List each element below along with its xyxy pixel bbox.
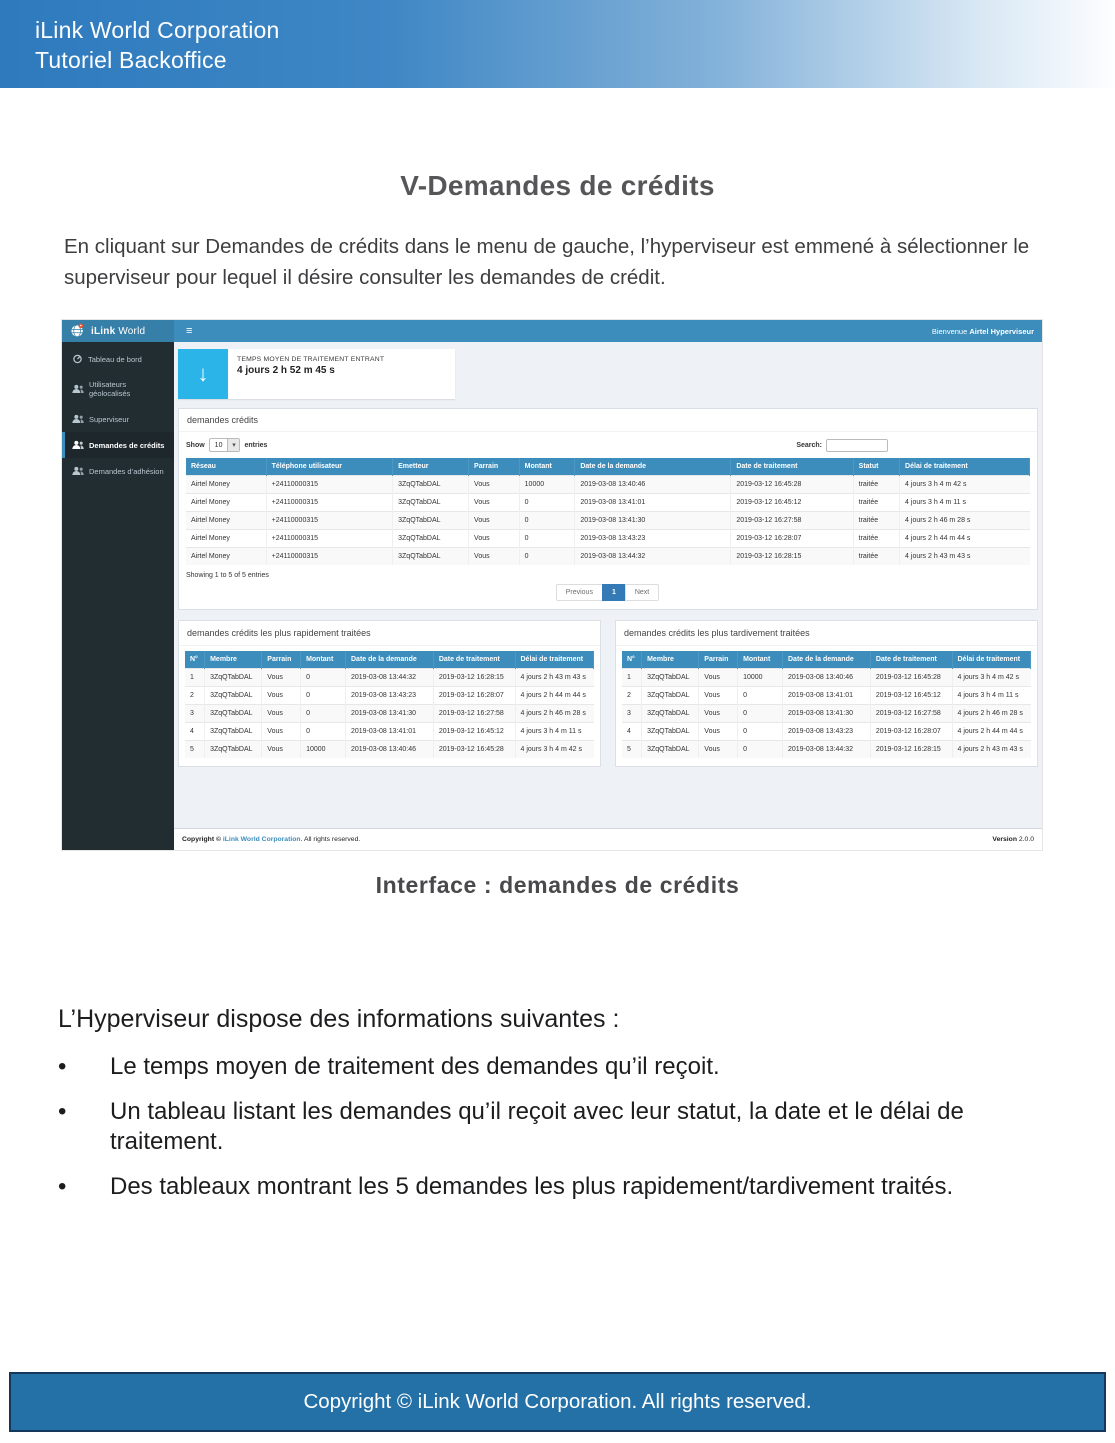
list-item: • Des tableaux montrant les 5 demandes les plus rapidement/tardivement traités. [58, 1173, 954, 1200]
table-cell: 2019-03-12 16:28:07 [731, 530, 853, 548]
bullet-icon: • [58, 1053, 67, 1080]
table-cell: 0 [301, 723, 346, 741]
table-cell: Vous [699, 741, 738, 759]
column-header[interactable]: Date de la demande [575, 458, 731, 476]
sidebar-item-utilisateurs-geolocalises[interactable]: Utilisateurs géolocalisés [62, 372, 174, 406]
footer-copyright: Copyright © iLink World Corporation. All rights reserved. [303, 1390, 812, 1413]
column-header[interactable]: Parrain [262, 651, 301, 669]
table-cell: 3ZqQTabDAL [393, 530, 469, 548]
average-processing-time-infobox [178, 349, 455, 399]
table-cell: 2019-03-08 13:41:01 [346, 723, 434, 741]
column-header[interactable]: Date de traitement [433, 651, 515, 669]
document-footer [9, 1372, 1106, 1432]
information-heading: L’Hyperviseur dispose des informations suivantes : [58, 1005, 620, 1033]
column-header[interactable]: Montant [519, 458, 575, 476]
table-cell: 4 [185, 723, 205, 741]
table-cell: 2019-03-08 13:41:30 [575, 512, 731, 530]
table-cell: 0 [301, 669, 346, 687]
next-page-button[interactable]: Next [625, 584, 659, 601]
table-cell: 2019-03-08 13:43:23 [783, 723, 871, 741]
table-row [622, 741, 1031, 759]
table-cell: 2019-03-08 13:40:46 [575, 476, 731, 494]
table-cell: 2019-03-08 13:44:32 [346, 669, 434, 687]
table-row [185, 741, 594, 759]
table-cell: 3 [185, 705, 205, 723]
page-size-select[interactable]: 10 ▾ [209, 438, 241, 452]
table-cell: 2019-03-08 13:40:46 [783, 669, 871, 687]
credit-requests-table [186, 458, 1030, 565]
table-cell: traitée [853, 530, 899, 548]
table-cell: 2019-03-12 16:45:28 [870, 669, 952, 687]
table-cell: 3ZqQTabDAL [205, 741, 262, 759]
table-cell: Airtel Money [186, 548, 266, 566]
column-header[interactable]: Date de traitement [870, 651, 952, 669]
table-cell: 2019-03-12 16:27:58 [870, 705, 952, 723]
table-cell: traitée [853, 512, 899, 530]
table-cell: 3ZqQTabDAL [205, 669, 262, 687]
table-row [622, 669, 1031, 687]
table-row [186, 494, 1030, 512]
table-row [185, 669, 594, 687]
table-cell: 1 [622, 669, 642, 687]
app-navbar [174, 320, 1042, 342]
table-row [186, 512, 1030, 530]
table-cell: 2019-03-12 16:45:12 [433, 723, 515, 741]
app-footer [174, 828, 1042, 850]
table-cell: 3ZqQTabDAL [642, 687, 699, 705]
sidebar-item-superviseur[interactable]: Superviseur [62, 406, 174, 432]
credit-requests-panel [178, 408, 1038, 610]
table-cell: Vous [469, 548, 520, 566]
table-cell: 4 jours 2 h 43 m 43 s [515, 669, 594, 687]
users-icon [72, 414, 84, 424]
table-cell: 3ZqQTabDAL [642, 741, 699, 759]
document-header [0, 0, 1115, 88]
pagination [186, 584, 1030, 601]
globe-icon [70, 323, 85, 340]
table-cell: 2019-03-08 13:41:01 [575, 494, 731, 512]
table-cell: +24110000315 [266, 512, 393, 530]
table-cell: 3ZqQTabDAL [205, 705, 262, 723]
app-content [174, 342, 1042, 828]
table-cell: Vous [262, 705, 301, 723]
panel-title: demandes crédits les plus tardivement traitées [616, 621, 1037, 646]
column-header[interactable]: Téléphone utilisateur [266, 458, 393, 476]
table-cell: 5 [622, 741, 642, 759]
table-cell: 10000 [519, 476, 575, 494]
chevron-down-icon: ▾ [227, 439, 239, 451]
table-cell: traitée [853, 494, 899, 512]
app-top-bar [62, 320, 1042, 342]
users-icon [72, 440, 84, 450]
table-cell: 4 jours 3 h 4 m 42 s [900, 476, 1030, 494]
table-summary: Showing 1 to 5 of 5 entries [186, 572, 269, 579]
table-cell: 10000 [301, 741, 346, 759]
table-cell: 2019-03-08 13:41:30 [346, 705, 434, 723]
app-copyright: Copyright © iLink World Corporation. All rights reserved. [182, 836, 361, 843]
table-cell: Vous [699, 723, 738, 741]
column-header[interactable]: Membre [205, 651, 262, 669]
entries-length-control: Show 10 ▾ entries [186, 438, 267, 452]
table-cell: 4 jours 2 h 46 m 28 s [952, 705, 1031, 723]
information-section [58, 1005, 1058, 1217]
table-cell: 4 jours 2 h 43 m 43 s [900, 548, 1030, 566]
table-cell: 0 [519, 512, 575, 530]
table-cell: 2019-03-08 13:44:32 [575, 548, 731, 566]
table-cell: 2 [622, 687, 642, 705]
table-cell: 4 jours 3 h 4 m 11 s [952, 687, 1031, 705]
table-cell: 4 jours 2 h 46 m 28 s [900, 512, 1030, 530]
table-cell: Vous [469, 512, 520, 530]
table-cell: 0 [738, 705, 783, 723]
table-cell: 2019-03-12 16:45:12 [731, 494, 853, 512]
previous-page-button[interactable]: Previous [556, 584, 603, 601]
table-cell: 2019-03-08 13:41:30 [783, 705, 871, 723]
column-header[interactable]: Date de la demande [346, 651, 434, 669]
table-cell: 2019-03-12 16:28:07 [870, 723, 952, 741]
infobox-value: 4 jours 2 h 52 m 45 s [237, 365, 335, 376]
table-cell: 4 [622, 723, 642, 741]
table-cell: 10000 [738, 669, 783, 687]
table-cell: 0 [738, 741, 783, 759]
table-cell: 4 jours 3 h 4 m 42 s [515, 741, 594, 759]
column-header[interactable]: Réseau [186, 458, 266, 476]
table-cell: 3ZqQTabDAL [393, 476, 469, 494]
sidebar-item-tableau-de-bord[interactable]: Tableau de bord [62, 346, 174, 372]
table-cell: Vous [469, 476, 520, 494]
table-cell: 2019-03-08 13:41:01 [783, 687, 871, 705]
sidebar [62, 342, 174, 850]
table-cell: 2019-03-12 16:28:15 [731, 548, 853, 566]
table-cell: 2019-03-12 16:45:28 [433, 741, 515, 759]
column-header[interactable]: Montant [738, 651, 783, 669]
table-cell: 4 jours 3 h 4 m 11 s [515, 723, 594, 741]
table-cell: 3ZqQTabDAL [205, 687, 262, 705]
table-cell: 3ZqQTabDAL [642, 669, 699, 687]
table-cell: 3ZqQTabDAL [642, 723, 699, 741]
table-cell: Vous [469, 530, 520, 548]
table-cell: 4 jours 2 h 43 m 43 s [952, 741, 1031, 759]
table-cell: 2019-03-12 16:45:12 [870, 687, 952, 705]
table-cell: Vous [262, 669, 301, 687]
footer-brand-link[interactable]: iLink World Corporation [222, 836, 301, 843]
page-1-button[interactable]: 1 [602, 584, 626, 601]
table-cell: Airtel Money [186, 512, 266, 530]
fastest-processed-panel [178, 620, 601, 767]
table-cell: traitée [853, 548, 899, 566]
column-header[interactable]: Parrain [699, 651, 738, 669]
users-icon [72, 384, 84, 394]
app-version: Version 2.0.0 [992, 836, 1034, 843]
document-subtitle: Tutoriel Backoffice [35, 47, 227, 73]
table-cell: 0 [519, 494, 575, 512]
table-cell: +24110000315 [266, 530, 393, 548]
table-cell: 2019-03-12 16:27:58 [433, 705, 515, 723]
table-cell: 4 jours 3 h 4 m 11 s [900, 494, 1030, 512]
column-header[interactable]: Délai de traitement [900, 458, 1030, 476]
table-cell: 1 [185, 669, 205, 687]
sidebar-item-demandes-adhesion[interactable]: Demandes d’adhésion [62, 458, 174, 484]
table-row [186, 530, 1030, 548]
search-label: Search: [796, 441, 822, 449]
table-cell: 2019-03-08 13:40:46 [346, 741, 434, 759]
bullet-icon: • [58, 1173, 67, 1200]
table-cell: Vous [262, 687, 301, 705]
list-item: • Un tableau listant les demandes qu’il reçoit avec leur statut, la date et le délai de traitement. [58, 1098, 964, 1155]
table-cell: 3ZqQTabDAL [205, 723, 262, 741]
dashboard-icon [72, 354, 83, 364]
table-cell: 2019-03-08 13:43:23 [575, 530, 731, 548]
table-cell: Vous [262, 723, 301, 741]
table-cell: Vous [262, 741, 301, 759]
column-header[interactable]: Délai de traitement [952, 651, 1031, 669]
table-row [622, 705, 1031, 723]
slowest-processed-table [622, 651, 1031, 758]
column-header[interactable]: Parrain [469, 458, 520, 476]
table-cell: 2 [185, 687, 205, 705]
table-cell: 2019-03-12 16:27:58 [731, 512, 853, 530]
table-row [185, 723, 594, 741]
screenshot-caption: Interface : demandes de crédits [375, 872, 740, 898]
table-cell: 3ZqQTabDAL [393, 548, 469, 566]
table-cell: 2019-03-08 13:43:23 [346, 687, 434, 705]
table-cell: 2019-03-12 16:28:15 [433, 669, 515, 687]
column-header[interactable]: Montant [301, 651, 346, 669]
table-cell: 3ZqQTabDAL [393, 494, 469, 512]
column-header[interactable]: N° [622, 651, 642, 669]
panel-title: demandes crédits [179, 409, 1037, 432]
column-header[interactable]: Membre [642, 651, 699, 669]
column-header[interactable]: Délai de traitement [515, 651, 594, 669]
company-name: iLink World Corporation [35, 17, 280, 43]
search-input[interactable] [826, 439, 888, 452]
table-cell: 2019-03-12 16:28:07 [433, 687, 515, 705]
intro-paragraph: En cliquant sur Demandes de crédits dans le menu de gauche, l’hyperviseur est emmené à sélectionner le superviseur pour lequel il désire consulter les demandes de crédit. [64, 235, 1030, 289]
table-cell: 2019-03-08 13:44:32 [783, 741, 871, 759]
table-row [185, 687, 594, 705]
column-header[interactable]: Date de la demande [783, 651, 871, 669]
table-cell: 4 jours 3 h 4 m 42 s [952, 669, 1031, 687]
table-cell: 2019-03-12 16:45:28 [731, 476, 853, 494]
table-cell: 5 [185, 741, 205, 759]
table-cell: 3 [622, 705, 642, 723]
table-cell: 0 [301, 687, 346, 705]
table-cell: 4 jours 2 h 46 m 28 s [515, 705, 594, 723]
table-cell: 0 [738, 723, 783, 741]
app-logo[interactable] [62, 320, 174, 342]
table-cell: 2019-03-12 16:28:15 [870, 741, 952, 759]
sidebar-item-demandes-de-credits[interactable]: Demandes de crédits [62, 432, 174, 458]
page-title: V-Demandes de crédits [400, 170, 715, 201]
backoffice-screenshot [62, 320, 1042, 850]
menu-toggle-icon[interactable]: ≡ [186, 325, 193, 337]
column-header[interactable]: N° [185, 651, 205, 669]
brand-text: iLink World [91, 325, 146, 337]
users-icon [72, 466, 84, 476]
panel-title: demandes crédits les plus rapidement traitées [179, 621, 600, 646]
table-cell: Vous [699, 705, 738, 723]
column-header[interactable]: Statut [853, 458, 899, 476]
slowest-processed-panel [615, 620, 1038, 767]
column-header[interactable]: Date de traitement [731, 458, 853, 476]
table-cell: 4 jours 2 h 44 m 44 s [515, 687, 594, 705]
table-row [622, 723, 1031, 741]
table-cell: +24110000315 [266, 476, 393, 494]
table-cell: Vous [469, 494, 520, 512]
fastest-processed-table [185, 651, 594, 758]
infobox-label: TEMPS MOYEN DE TRAITEMENT ENTRANT [237, 356, 385, 363]
table-cell: Airtel Money [186, 530, 266, 548]
list-item: • Le temps moyen de traitement des demandes qu’il reçoit. [58, 1053, 720, 1080]
table-cell: 4 jours 2 h 44 m 44 s [900, 530, 1030, 548]
table-row [186, 548, 1030, 566]
table-cell: Airtel Money [186, 494, 266, 512]
table-cell: 3ZqQTabDAL [642, 705, 699, 723]
table-cell: +24110000315 [266, 494, 393, 512]
table-cell: Vous [699, 687, 738, 705]
table-cell: Airtel Money [186, 476, 266, 494]
table-cell: 3ZqQTabDAL [393, 512, 469, 530]
table-row [622, 687, 1031, 705]
table-cell: 0 [738, 687, 783, 705]
table-cell: Vous [699, 669, 738, 687]
column-header[interactable]: Emetteur [393, 458, 469, 476]
table-cell: +24110000315 [266, 548, 393, 566]
arrow-down-icon: ↓ [178, 349, 228, 399]
table-cell: 0 [301, 705, 346, 723]
table-cell: 0 [519, 530, 575, 548]
table-row [185, 705, 594, 723]
welcome-text: Bienvenue Airtel Hyperviseur [931, 326, 1034, 336]
table-cell: 0 [519, 548, 575, 566]
table-cell: 4 jours 2 h 44 m 44 s [952, 723, 1031, 741]
table-row [186, 476, 1030, 494]
table-cell: traitée [853, 476, 899, 494]
bullet-icon: • [58, 1098, 67, 1125]
